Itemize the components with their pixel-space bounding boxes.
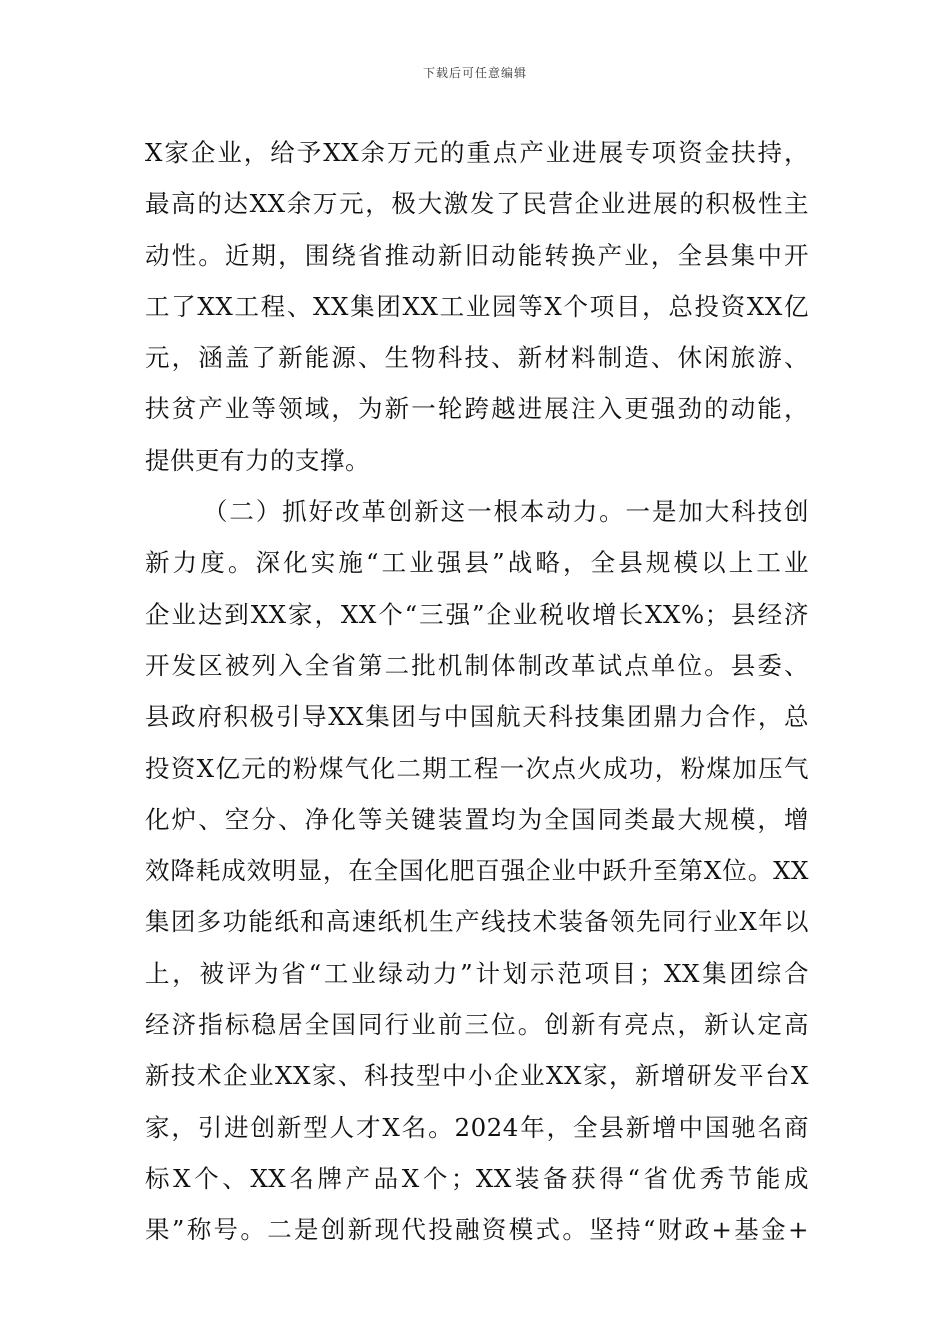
text-line: 新技术企业XX家、科技型中小企业XX家，新增研发平台X — [145, 1061, 809, 1091]
text-line: 效降耗成效明显，在全国化肥百强企业中跃升至第X位。XX — [145, 856, 809, 886]
text-line: 上，被评为省“工业绿动力”计划示范项目；XX集团综合 — [145, 958, 809, 988]
paragraph-end-line: 提供更有力的支撑。 — [145, 445, 370, 475]
text-line: 最高的达XX余万元，极大激发了民营企业进展的积极性主 — [145, 189, 809, 219]
text-line: 元，涵盖了新能源、生物科技、新材料制造、休闲旅游、 — [145, 343, 809, 373]
paragraph-start-line: （二）抓好改革创新这一根本动力。一是加大科技创 — [203, 497, 809, 527]
text-line: 家，引进创新型人才X名。2024年，全县新增中国驰名商 — [145, 1112, 809, 1142]
text-line: 经济指标稳居全国同行业前三位。创新有亮点，新认定高 — [145, 1010, 809, 1040]
text-line: 扶贫产业等领域，为新一轮跨越进展注入更强劲的动能， — [145, 394, 809, 424]
text-line: 化炉、空分、净化等关键装置均为全国同类最大规模，增 — [145, 804, 809, 834]
text-line: 县政府积极引导XX集团与中国航天科技集团鼎力合作，总 — [145, 702, 809, 732]
document-body — [145, 127, 809, 1256]
text-line: 开发区被列入全省第二批机制体制改革试点单位。县委、 — [145, 650, 809, 680]
text-line: 果”称号。二是创新现代投融资模式。坚持“财政+基金+ — [145, 1215, 809, 1245]
text-line: X家企业，给予XX余万元的重点产业进展专项资金扶持， — [145, 138, 809, 167]
text-line: 企业达到XX家，XX个“三强”企业税收增长XX%；县经济 — [145, 599, 809, 629]
page-header: 下载后可任意编辑 — [422, 66, 527, 80]
text-line: 投资X亿元的粉煤气化二期工程一次点火成功，粉煤加压气 — [145, 753, 809, 783]
text-line: 集团多功能纸和高速纸机生产线技术装备领先同行业X年以 — [145, 907, 809, 937]
text-line: 工了XX工程、XX集团XX工业园等X个项目，总投资XX亿 — [145, 291, 809, 321]
text-line: 标X个、XX名牌产品X个；XX装备获得“省优秀节能成 — [145, 1163, 809, 1193]
text-line: 新力度。深化实施“工业强县”战略，全县规模以上工业 — [145, 548, 809, 578]
text-line: 动性。近期，围绕省推动新旧动能转换产业，全县集中开 — [145, 240, 809, 270]
